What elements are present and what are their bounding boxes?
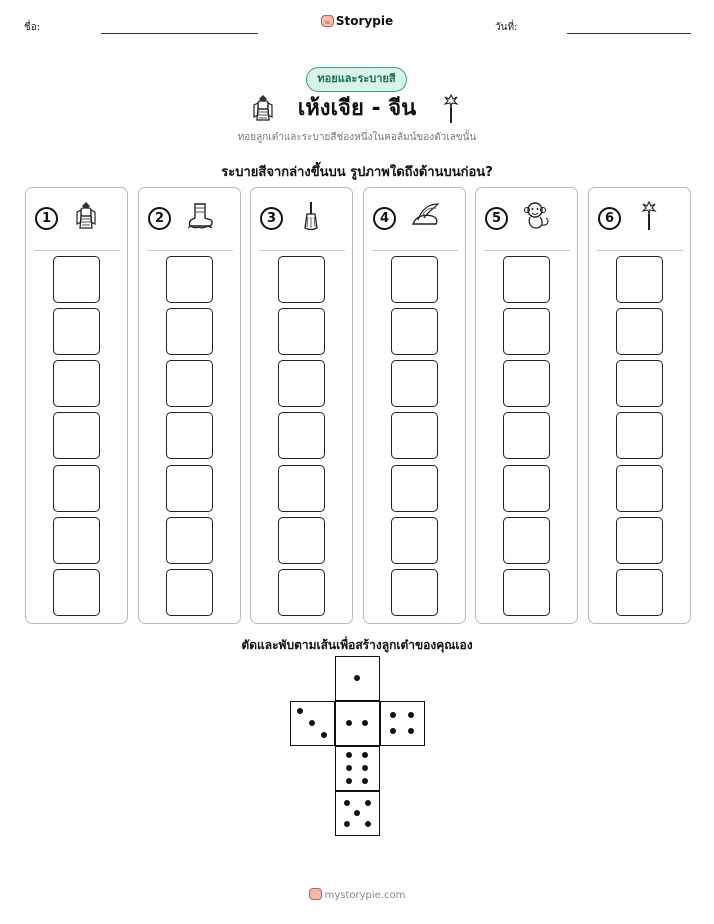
color-cell[interactable] [616, 465, 663, 512]
color-cell[interactable] [278, 465, 325, 512]
column-4 [363, 187, 466, 624]
die-pip [309, 720, 315, 726]
color-cell[interactable] [278, 412, 325, 459]
die-pip [362, 778, 368, 784]
die-face-2-icon [335, 701, 380, 746]
color-cell[interactable] [278, 308, 325, 355]
color-cell[interactable] [503, 412, 550, 459]
column-divider [597, 250, 683, 251]
column-number: 1 [35, 207, 58, 230]
golden-staff-icon [635, 200, 665, 232]
feather-cap-icon [410, 200, 440, 232]
color-cell[interactable] [391, 308, 438, 355]
die-face-5-icon [335, 791, 380, 836]
cloud-boot-icon [185, 200, 215, 232]
die-face-3-icon [290, 701, 335, 746]
activity-badge: ทอยและระบายสี [306, 67, 407, 92]
color-cell[interactable] [616, 360, 663, 407]
color-cell[interactable] [391, 360, 438, 407]
die-pip [346, 765, 352, 771]
die-pip [390, 712, 396, 718]
die-pip [321, 732, 327, 738]
color-cell[interactable] [391, 517, 438, 564]
name-label: ชื่อ: [24, 22, 41, 33]
color-cell[interactable] [503, 517, 550, 564]
name-line[interactable] [101, 33, 258, 34]
pig-logo-icon [309, 888, 322, 900]
column-number: 5 [485, 207, 508, 230]
brand-logo [0, 14, 714, 28]
instruction: ระบายสีจากล่างขึ้นบน รูปภาพใดถึงด้านบนก่อน? [221, 165, 493, 180]
color-cell[interactable] [503, 360, 550, 407]
cut-instruction: ตัดและพับตามเส้นเพื่อสร้างลูกเต๋าของคุณเอง [241, 638, 473, 652]
color-cell[interactable] [53, 517, 100, 564]
color-cell[interactable] [391, 465, 438, 512]
color-cell[interactable] [616, 517, 663, 564]
color-cell[interactable] [391, 256, 438, 303]
column-divider [34, 250, 120, 251]
column-5 [475, 187, 578, 624]
color-cell[interactable] [616, 569, 663, 616]
die-pip [344, 800, 350, 806]
die-pip [362, 720, 368, 726]
page-title: เห้งเจีย - จีน [297, 96, 417, 121]
column-number: 6 [598, 207, 621, 230]
die-pip [365, 821, 371, 827]
die-face-4-icon [380, 701, 425, 746]
golden-staff-icon [441, 93, 461, 125]
color-cell[interactable] [278, 569, 325, 616]
die-pip [408, 728, 414, 734]
brand-name: Storypie [335, 14, 394, 28]
die-pip [362, 765, 368, 771]
footer [0, 888, 714, 901]
column-6 [588, 187, 691, 624]
die-pip [365, 800, 371, 806]
column-number: 2 [148, 207, 171, 230]
column-divider [259, 250, 345, 251]
color-cell[interactable] [53, 308, 100, 355]
color-cell[interactable] [53, 569, 100, 616]
column-number: 4 [373, 207, 396, 230]
subtitle: ทอยลูกเต๋าและระบายสีช่องหนึ่งในคอลัมน์ของตัวเลขนั้น [237, 132, 477, 143]
footer-url[interactable]: mystorypie.com [324, 890, 406, 901]
die-pip [346, 778, 352, 784]
warrior-armor-icon [72, 200, 102, 232]
color-cell[interactable] [503, 308, 550, 355]
color-cell[interactable] [616, 412, 663, 459]
column-divider [484, 250, 570, 251]
die-face-6-icon [335, 746, 380, 791]
die-pip [362, 752, 368, 758]
color-cell[interactable] [53, 256, 100, 303]
color-cell[interactable] [278, 256, 325, 303]
color-cell[interactable] [53, 412, 100, 459]
color-cell[interactable] [278, 517, 325, 564]
color-cell[interactable] [166, 360, 213, 407]
die-face-1-icon [335, 656, 380, 701]
color-cell[interactable] [166, 569, 213, 616]
die-pip [354, 675, 360, 681]
color-cell[interactable] [166, 517, 213, 564]
color-cell[interactable] [503, 256, 550, 303]
color-cell[interactable] [391, 569, 438, 616]
column-1 [25, 187, 128, 624]
date-label: วันที่: [495, 22, 518, 33]
die-pip [346, 752, 352, 758]
die-pip [354, 810, 360, 816]
color-cell[interactable] [278, 360, 325, 407]
color-cell[interactable] [166, 256, 213, 303]
die-pip [344, 821, 350, 827]
color-cell[interactable] [166, 465, 213, 512]
color-cell[interactable] [503, 465, 550, 512]
color-cell[interactable] [391, 412, 438, 459]
die-pip [346, 720, 352, 726]
column-divider [147, 250, 233, 251]
column-2 [138, 187, 241, 624]
color-cell[interactable] [166, 412, 213, 459]
pig-logo-icon [321, 15, 334, 27]
color-cell[interactable] [503, 569, 550, 616]
color-cell[interactable] [166, 308, 213, 355]
color-cell[interactable] [53, 360, 100, 407]
monkey-icon [522, 200, 552, 232]
column-number: 3 [260, 207, 283, 230]
color-cell[interactable] [53, 465, 100, 512]
color-cell[interactable] [616, 256, 663, 303]
die-pip [297, 708, 303, 714]
date-line[interactable] [567, 33, 691, 34]
die-pip [390, 728, 396, 734]
die-pip [408, 712, 414, 718]
column-divider [372, 250, 458, 251]
color-cell[interactable] [616, 308, 663, 355]
fly-whisk-icon [297, 200, 327, 232]
title-row [0, 92, 714, 126]
column-3 [250, 187, 353, 624]
